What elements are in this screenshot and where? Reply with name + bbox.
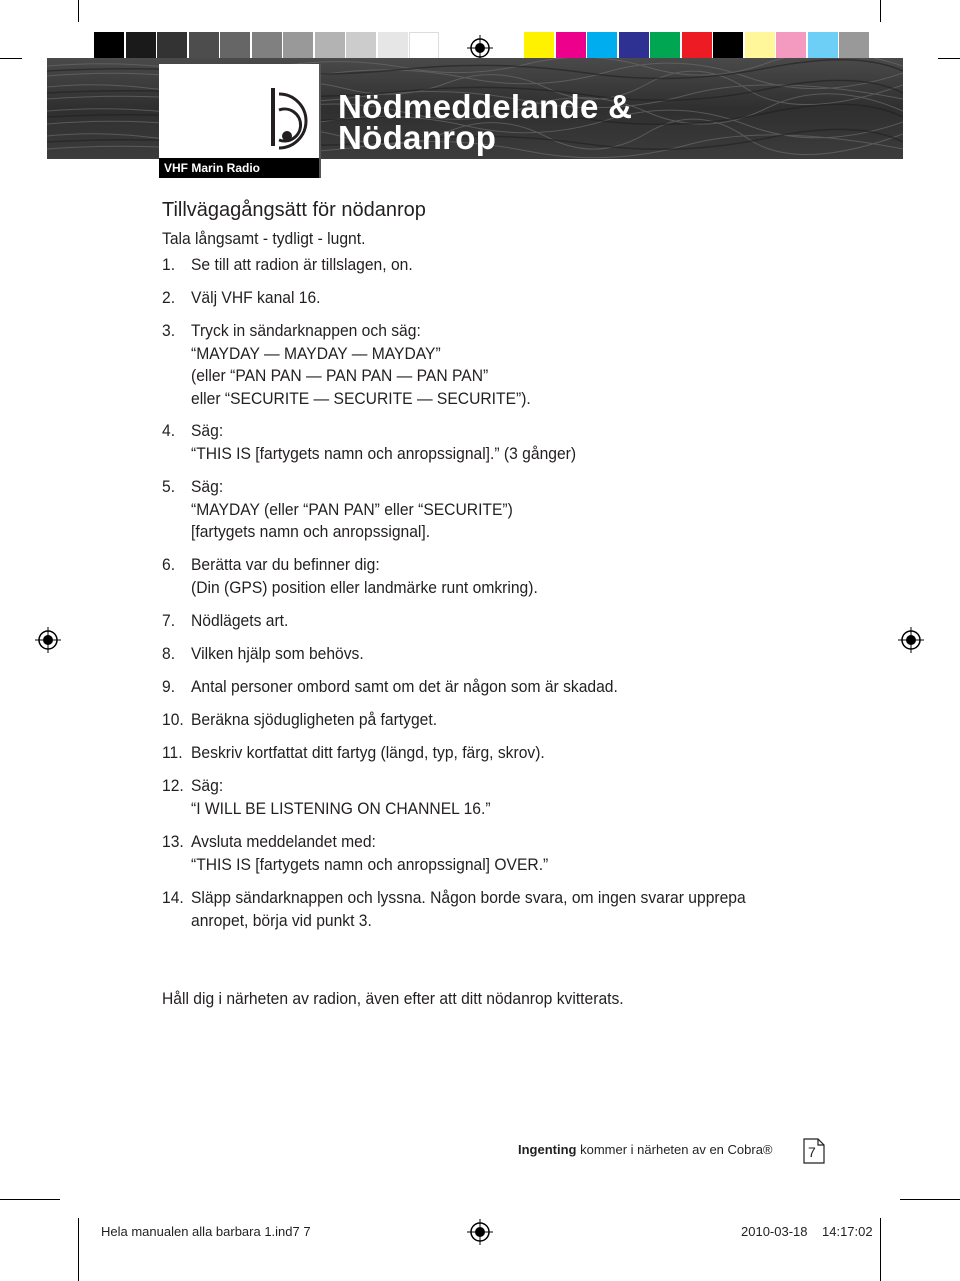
page-title-line2: Nödanrop xyxy=(338,119,497,156)
step-text: eller “SECURITE — SECURITE — SECURITE”). xyxy=(191,388,531,408)
product-logo-box xyxy=(159,64,321,178)
step-text: anropet, börja vid punkt 3. xyxy=(191,910,372,930)
step-number: 8. xyxy=(162,644,176,663)
page-number: 7 xyxy=(808,1144,816,1160)
footer-brand-rest: kommer i närheten av en Cobra® xyxy=(576,1142,773,1157)
closing-note: Håll dig i närheten av radion, även efter att ditt nödanrop kvitterats. xyxy=(162,989,624,1008)
registration-mark-icon xyxy=(467,1219,493,1245)
crop-mark xyxy=(938,58,960,59)
step-text: Avsluta meddelandet med: xyxy=(191,832,376,851)
crop-mark xyxy=(0,58,22,59)
step-text: “MAYDAY (eller “PAN PAN” eller “SECURITE”) xyxy=(191,499,513,519)
step-number: 4. xyxy=(162,421,176,440)
step-number: 12. xyxy=(162,776,184,795)
step-number: 9. xyxy=(162,677,176,696)
crop-mark xyxy=(78,1218,79,1281)
step-text: [fartygets namn och anropssignal]. xyxy=(191,522,431,542)
step-text: Välj VHF kanal 16. xyxy=(191,288,321,307)
step-number: 2. xyxy=(162,288,176,307)
intro-text: Tala långsamt - tydligt - lugnt. xyxy=(162,229,366,248)
step-text: Släpp sändarknappen och lyssna. Någon borde svara, om ingen svarar upprepa xyxy=(191,888,746,907)
page-title-line1: Nödmeddelande & xyxy=(338,88,633,125)
step-text: “MAYDAY — MAYDAY — MAYDAY” xyxy=(191,343,441,363)
step-number: 7. xyxy=(162,611,176,630)
crop-mark xyxy=(78,0,79,22)
step-number: 6. xyxy=(162,555,176,574)
step-text: Beskriv kortfattat ditt fartyg (längd, typ, färg, skrov). xyxy=(191,743,545,762)
crop-mark xyxy=(880,1218,881,1281)
step-number: 3. xyxy=(162,321,176,340)
crop-mark xyxy=(0,1199,60,1200)
step-number: 10. xyxy=(162,710,184,729)
slug-date: 2010-03-18 xyxy=(741,1224,808,1239)
registration-mark-icon xyxy=(898,627,924,653)
page-title xyxy=(338,88,633,156)
step-text: “THIS IS [fartygets namn och anropssignal].” (3 gånger) xyxy=(191,443,577,463)
step-text: Berätta var du befinner dig: xyxy=(191,555,380,574)
footer-tagline xyxy=(518,1142,773,1157)
step-text: Nödlägets art. xyxy=(191,611,289,630)
product-label: VHF Marin Radio xyxy=(159,158,319,178)
step-text: Säg: xyxy=(191,776,224,795)
step-text: Se till att radion är tillslagen, on. xyxy=(191,255,413,274)
step-text: “I WILL BE LISTENING ON CHANNEL 16.” xyxy=(191,798,491,818)
registration-mark-icon xyxy=(35,627,61,653)
step-text: Tryck in sändarknappen och säg: xyxy=(191,321,421,340)
step-number: 14. xyxy=(162,888,184,907)
step-number: 13. xyxy=(162,832,184,851)
step-text: Vilken hjälp som behövs. xyxy=(191,644,364,663)
crop-mark xyxy=(900,1199,960,1200)
step-number: 5. xyxy=(162,477,176,496)
step-text: (eller “PAN PAN — PAN PAN — PAN PAN” xyxy=(191,366,489,386)
step-text: “THIS IS [fartygets namn och anropssignal] OVER.” xyxy=(191,854,549,874)
step-number: 1. xyxy=(162,255,176,274)
slug-filename: Hela manualen alla barbara 1.ind7 7 xyxy=(101,1224,311,1239)
step-text: Säg: xyxy=(191,421,224,440)
step-text: Beräkna sjödugligheten på fartyget. xyxy=(191,710,438,729)
step-text: Antal personer ombord samt om det är någon som är skadad. xyxy=(191,677,618,696)
slug-time: 14:17:02 xyxy=(822,1224,873,1239)
step-text: Säg: xyxy=(191,477,224,496)
section-title: Tillvägagångsätt för nödanrop xyxy=(162,199,426,221)
crop-mark xyxy=(880,0,881,22)
step-text: (Din (GPS) position eller landmärke runt omkring). xyxy=(191,577,538,597)
radio-logo-icon xyxy=(257,84,317,154)
step-number: 11. xyxy=(162,743,183,762)
footer-brand-bold: Ingenting xyxy=(518,1142,577,1157)
